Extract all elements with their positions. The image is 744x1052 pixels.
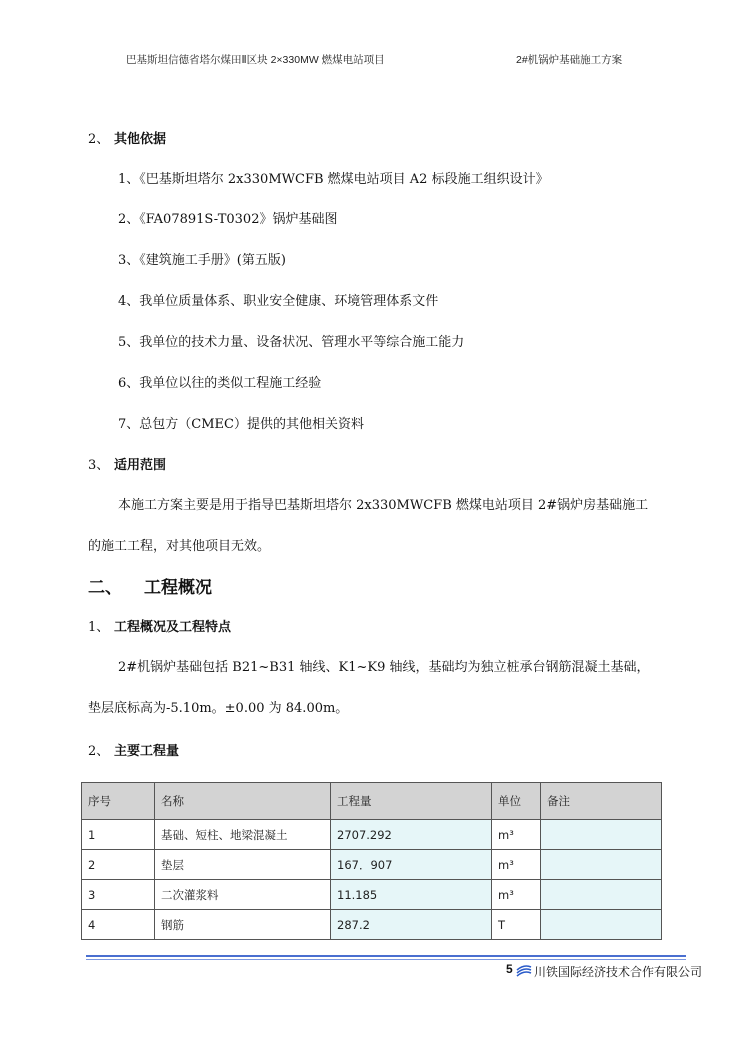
scope-paragraph-line2: 的施工工程，对其他项目无效。 (88, 539, 271, 554)
section-number: 1、 (88, 620, 110, 635)
header-project-title: 巴基斯坦信德省塔尔煤田Ⅱ区块 2×330MW 燃煤电站项目 (126, 54, 385, 66)
section-title: 适用范围 (114, 458, 167, 473)
table-cell (541, 910, 662, 940)
reference-item: 2、《FA07891S-T0302》锅炉基础图 (118, 212, 338, 227)
section-heading-scope (88, 454, 166, 473)
table-cell (541, 820, 662, 850)
table-cell: 1 (82, 820, 155, 850)
section-heading-overview (88, 616, 231, 635)
reference-item: 1、《巴基斯坦塔尔 2x330MWCFB 燃煤电站项目 A2 标段施工组织设计》 (118, 172, 549, 187)
table-row (82, 910, 662, 940)
reference-item: 3、《建筑施工手册》(第五版) (118, 253, 286, 268)
table-cell: m³ (492, 880, 541, 910)
table-cell: m³ (492, 850, 541, 880)
section-number: 3、 (88, 458, 110, 473)
section-number: 2、 (88, 744, 110, 759)
table-cell: 167．907 (331, 850, 492, 880)
chapter-title: 工程概况 (144, 578, 212, 598)
overview-paragraph-line1: 2#机锅炉基础包括 B21~B31 轴线、K1~K9 轴线，基础均为独立桩承台钢筋混凝土基础， (118, 660, 650, 675)
table-header-cell: 工程量 (331, 783, 492, 820)
footer-rule (86, 955, 686, 957)
chapter-heading-project-overview (88, 573, 212, 598)
table-cell: 287.2 (331, 910, 492, 940)
table-cell: 钢筋 (155, 910, 331, 940)
page-number: 5 (506, 962, 513, 976)
reference-item: 6、我单位以往的类似工程施工经验 (118, 376, 322, 391)
header-document-title: 2#机锅炉基础施工方案 (516, 54, 623, 66)
reference-item: 5、我单位的技术力量、设备状况、管理水平等综合施工能力 (118, 335, 465, 350)
footer-rule-thin (86, 959, 686, 960)
table-cell: 4 (82, 910, 155, 940)
company-name: 川铁国际经济技术合作有限公司 (534, 965, 703, 979)
quantity-table (81, 782, 662, 940)
section-heading-other-basis (88, 128, 166, 147)
table-header-cell: 单位 (492, 783, 541, 820)
table-header-cell: 名称 (155, 783, 331, 820)
reference-item: 7、总包方（CMEC）提供的其他相关资料 (118, 417, 364, 432)
table-cell: 2707.292 (331, 820, 492, 850)
table-header-cell: 序号 (82, 783, 155, 820)
overview-paragraph-line2: 垫层底标高为-5.10m。±0.00 为 84.00m。 (88, 701, 349, 716)
table-header-cell: 备注 (541, 783, 662, 820)
table-header-row (82, 783, 662, 820)
table-cell: m³ (492, 820, 541, 850)
company-logo-icon (516, 963, 532, 977)
chapter-number: 二、 (88, 578, 122, 598)
table-cell: 2 (82, 850, 155, 880)
table-cell (541, 850, 662, 880)
section-title: 其他依据 (114, 132, 167, 147)
table-cell: 11.185 (331, 880, 492, 910)
scope-paragraph-line1: 本施工方案主要是用于指导巴基斯坦塔尔 2x330MWCFB 燃煤电站项目 2#锅炉房基础施工 (118, 498, 649, 513)
table-row (82, 820, 662, 850)
table-row (82, 880, 662, 910)
reference-item: 4、我单位质量体系、职业安全健康、环境管理体系文件 (118, 294, 439, 309)
table-cell: 二次灌浆料 (155, 880, 331, 910)
section-title: 工程概况及工程特点 (114, 620, 232, 635)
table-row (82, 850, 662, 880)
table-cell: 基础、短柱、地梁混凝土 (155, 820, 331, 850)
section-title: 主要工程量 (114, 744, 180, 759)
table-cell (541, 880, 662, 910)
table-cell: 3 (82, 880, 155, 910)
table-cell: 垫层 (155, 850, 331, 880)
table-cell: T (492, 910, 541, 940)
section-number: 2、 (88, 132, 110, 147)
section-heading-quantity (88, 740, 179, 759)
